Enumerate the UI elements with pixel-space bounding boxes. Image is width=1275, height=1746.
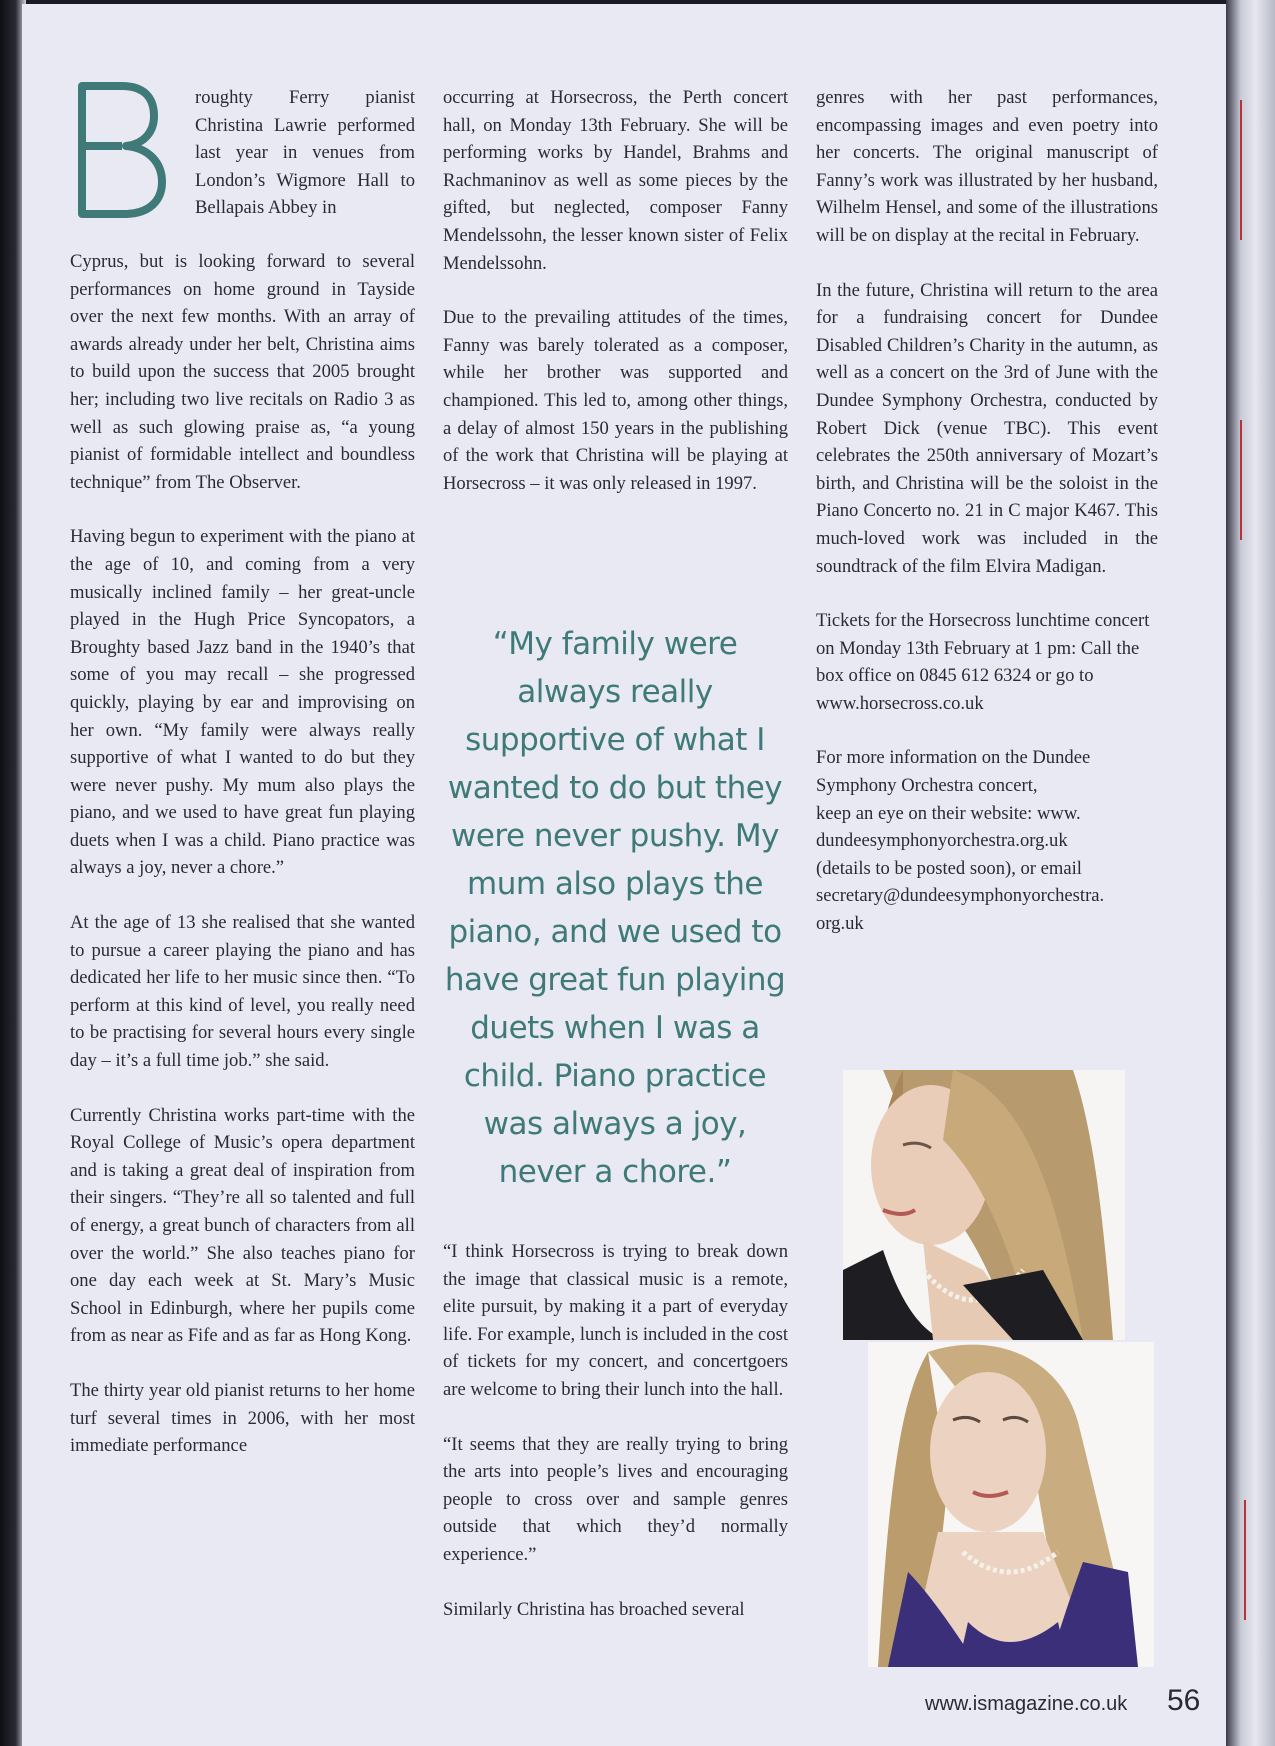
paragraph: Cyprus, but is looking forward to several performances on home ground in Tayside over the next few months. With an array of awards already under her belt, Christina aims to build upon the success that 2005 brought her; including two live recitals on Radio 3 as well as such glowing praise as, “a young pianist of formidable intellect and boundless technique” from The Observer. [70,251,415,493]
contact-line: keep an eye on their website: www. [816,802,1081,824]
paragraph: The thirty year old pianist returns to her home turf several times in 2006, with her most immediate performance [70,1379,415,1457]
dropcap-letter-b [70,78,170,220]
paragraph: “I think Horsecross is trying to break down the image that classical music is a remote, elite pursuit, by making it a part of everyday life. For example, lunch is included in the cost of tickets for my concert, and concertgoers are welcome to bring their lunch into the hall. [443,1241,788,1400]
photo-pianist-looking-down [843,1070,1125,1340]
contact-line: dundeesymphonyorchestra.org.uk [816,830,1068,852]
column-2-bottom [443,1238,788,1623]
contact-line: (details to be posted soon), or email [816,857,1082,879]
contact-paragraph [816,744,1158,937]
page-edge-stack [1226,0,1275,1746]
pull-quote: “My family were always really supportive of what I wanted to do but they were never pushy. My mum also plays the piano, and we used to have great fun playing duets when I was a child. Piano practice was always a joy, never a chore.” [444,626,786,1190]
contact-line: secretary@dundeesymphonyorchestra. [816,885,1105,907]
column-2-top [443,84,788,497]
intro-text: roughty Ferry pianist Christina Lawrie performed last year in venues from London’s Wigmore Hall to Bellapais Abbey in [195,87,415,219]
paragraph: Due to the prevailing attitudes of the times, Fanny was barely tolerated as a composer, while her brother was supported and championed. This led to, among other things, a delay of almost 150 years in the publishing of the work that Christina will be playing at Horsecross – it was only released in 1997. [443,307,788,494]
contact-line: For more information on the Dundee [816,747,1091,769]
paragraph: occurring at Horsecross, the Perth concert hall, on Monday 13th February. She will be performing works by Handel, Brahms and Rachmaninov as well as some pieces by the gifted, but neglected, composer Fanny Mendelssohn, the lesser known sister of Felix Mendelssohn. [443,87,788,274]
paragraph: In the future, Christina will return to the area for a fundraising concert for Dundee Disabled Children’s Charity in the autumn, as well as a concert on the 3rd of June with the Dundee Symphony Orchestra, conducted by Robert Dick (venue TBC). This event celebrates the 250th anniversary of Mozart’s birth, and Christina will be the soloist in the Piano Concerto no. 21 in C major K467. This much-loved work was included in the soundtrack of the film Elvira Madigan. [816,279,1158,577]
contact-line: Symphony Orchestra concert, [816,775,1038,797]
paragraph: Currently Christina works part-time with the Royal College of Music’s opera department and is taking a great deal of inspiration from their singers. “They’re all so talented and full of energy, a great bunch of characters from all over the world.” She also teaches piano for one day each week at St. Mary’s Music School in Edinburgh, where her pupils come from as near as Fife and as far as Hong Kong. [70,1104,415,1347]
paragraph: Tickets for the Horsecross lunchtime concert on Monday 13th February at 1 pm: Call the box office on 0845 612 6324 or go to www.horsecross.co.uk [816,610,1150,714]
column-1-intro [195,84,415,222]
paragraph: Having begun to experiment with the piano at the age of 10, and coming from a very musically inclined family – her great-uncle played in the Hugh Price Syncopators, a Broughty based Jazz band in the 1940’s that some of you may recall – she progressed quickly, playing by ear and improvising on her own. “My family were always really supportive of what I wanted to do but they were never pushy. My mum also plays the piano, and we used to have great fun playing duets when I was a child. Piano practice was always a joy, never a chore.” [70,526,415,879]
footer-url: www.ismagazine.co.uk [925,1693,1128,1715]
column-3 [816,84,1158,938]
photo-pianist-portrait [868,1342,1154,1667]
paragraph: “It seems that they are really trying to bring the arts into people’s lives and encouraging people to cross over and sample genres outside that which they’d normally experience.” [443,1433,788,1565]
page-number: 56 [1167,1684,1201,1717]
paragraph: Similarly Christina has broached several [443,1598,745,1620]
paragraph: genres with her past performances, encompassing images and even poetry into her concerts. The original manuscript of Fanny’s work was illustrated by her husband, Wilhelm Hensel, and some of the illustrations will be on display at the recital in February. [816,87,1158,246]
contact-line: org.uk [816,913,864,935]
paragraph: At the age of 13 she realised that she wanted to pursue a career playing the piano and has dedicated her life to her music since then. “To perform at this kind of level, you really need to be practising for several hours every single day – it’s a full time job.” she said. [70,912,415,1072]
column-1 [70,248,415,1460]
